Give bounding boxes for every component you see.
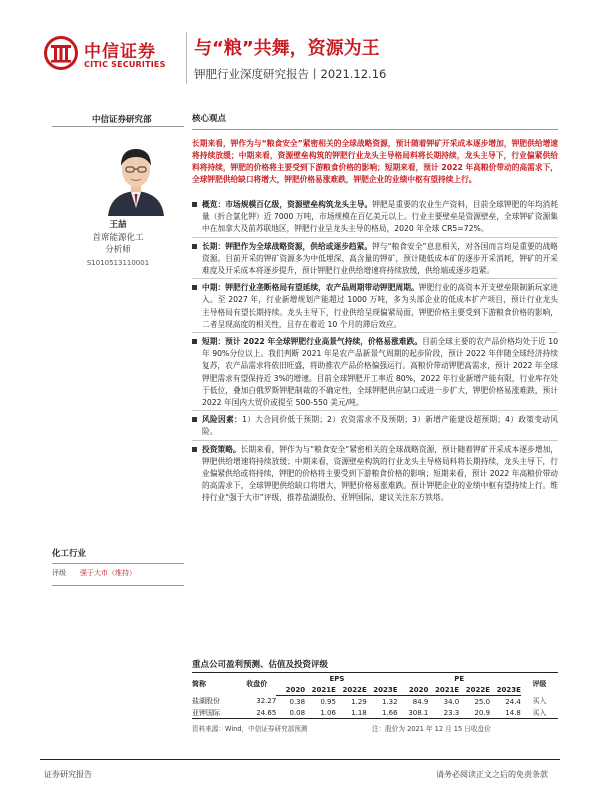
bullet-lead: 长期：钾肥作为全球战略资源，供给或逐步趋紧。: [202, 241, 373, 251]
cell-eps: 1.32: [381, 697, 398, 706]
table-title: 重点公司盈利预测、估值及投资评级: [192, 660, 329, 670]
cell-eps: 1.18: [336, 707, 367, 719]
citic-logo: [44, 32, 184, 78]
summary-paragraph: 长期来看，钾作为与“粮食安全”紧密相关的全球战略资源，预计随着钾矿开采成本逐步增加，钾肥供给增速将持续放缓；中期来看，资源壁垒构筑的钾肥行业龙头主导格局料将长期持续，龙头主导下，行业偏紧供给料将持续，钾肥的价格将主要受到下游粮食价格的影响；短期来看，预计 2022 年高粮价带动的高需求下，全球钾肥供给缺口将增大，钾肥价格易涨难跌，钾肥企业的业绩中枢有望持续上行。: [192, 139, 558, 184]
cell-pe: 308.1: [398, 707, 429, 719]
header-pe: PE: [398, 673, 521, 685]
header-year: 2021E: [428, 684, 459, 696]
report-subtitle: 钾肥行业深度研究报告丨2021.12.16: [194, 67, 387, 81]
bullet-lead: 概览：市场规模百亿级，资源壁垒构筑龙头主导。: [202, 200, 373, 209]
cell-pe: 23.3: [428, 707, 459, 719]
bullet-divider: [192, 278, 558, 279]
valuation-table: [192, 672, 558, 719]
bullet-risk-factors: [192, 414, 558, 438]
section-title: 核心观点: [192, 112, 558, 130]
header-year: 2022E: [459, 684, 490, 696]
bullet-body: 钾与“粮食安全”息息相关，对各国而言均是重要的战略资源。目前开采的钾矿资源多为中低埋深、高含量的钾矿，预计随低成本矿的逐步开采消耗，钾矿的开采难度及开采成本将逐步提升，预计钾肥行业供给增速将持续放缓，供给端或逐步趋紧。: [202, 241, 558, 276]
bullet-body: 钾肥行业的高资本开支壁垒限制新玩家进入。至 2027 年，行业新增规划产能超过 1000 万吨，多为头部企业的低成本扩产项目，预计行业龙头主导格局有望长期持续。龙头主导下，行业供给呈现偏紧局面，钾肥价格主要受到下游粮食价格的影响，二者呈现高度的相关性，且存在着近 10 个月的滞后效应。: [202, 283, 558, 329]
header-year: 2021E: [305, 684, 336, 696]
brand-name-en: CITIC SECURITIES: [84, 60, 166, 69]
footer-divider: [40, 759, 560, 760]
analyst-title: 首席能源化工: [92, 232, 144, 243]
header-year: 2023E: [490, 684, 521, 696]
bullet-body: 目前全球主要的农产品价格均处于近 10 年 90%分位以上。我们判断 2021 年是农产品新景气周期的起步阶段，预计 2022 年伴随全球经济持续复苏，农产品需求将依旧旺盛，将助推农产品价格偏强运行。高粮价带动钾肥高需求，预计 2022 年全球钾肥需求有望保持近 3%的增速。目前全球钾肥开工率近 80%，2022 年行业新增产能有限，行业库存处于低位，叠加白俄罗斯钾肥制裁的不确定性，全球钾肥供应缺口或进一步扩大，钾肥价格易涨难跌，预计 2022 年国内大贸价或提至 500-550 美元/吨。: [202, 337, 558, 408]
table-row: [192, 696, 558, 708]
brand-name-cn: 中信证券: [84, 42, 156, 62]
industry-bottom-rule: [52, 585, 184, 586]
header-year: 2020: [398, 684, 429, 696]
bullet-investment-strategy: [192, 444, 558, 505]
bullet-body: 长期来看，钾作为与“粮食安全”紧密相关的全球战略资源，预计随着钾矿开采成本逐步增加，钾肥供给增速将持续放缓；中期来看，资源壁垒构筑的行业龙头主导格局料将长期持续，龙头主导下，行业偏紧供给或将持续，钾肥的价格将主要受到下游粮食价格的影响；短期来看，预计 2022 年高粮价带动的高需求下，全球钾肥供给缺口将增大，钾肥价格易涨难跌。预计钾肥企业的业绩中枢有望持续上行。维持行业“强于大市”评级，推荐盐湖股份、亚钾国际，建议关注东方铁塔。: [202, 444, 558, 503]
table-row: [192, 707, 558, 719]
industry-name: 化工行业: [52, 547, 184, 564]
bullet-body: 钾肥是重要的农业生产资料，目前全球钾肥的年均消耗量（折合氯化钾）近 7000 万吨，市场规模在百亿美元以上。行业主要壁垒是资源壁垒，全球钾矿资源集中在加拿大及前苏联地区，钾肥行业呈龙头主导的格局，2020 年全球 CR5=72%。: [202, 200, 558, 234]
bullet-lead: 短期：预计 2022 年全球钾肥行业高景气持续，价格易涨难跌。: [202, 337, 423, 347]
footer-left-text: 证券研究报告: [44, 770, 92, 779]
cell-name: 亚钾国际: [192, 707, 237, 719]
cell-eps: 0.95: [320, 697, 336, 706]
bullet-body: 1）大合同价低于预期；2）农资需求不及预期；3）新增产能建设超预期；4）政策变动风险。: [202, 415, 558, 437]
rating-row: [52, 564, 184, 578]
cell-eps: 0.38: [289, 697, 306, 706]
bullet-lead: 风险因素：: [202, 415, 243, 425]
header-year: 2022E: [336, 684, 367, 696]
cell-eps: 1.66: [367, 707, 398, 719]
analyst-license: S1010513110001: [86, 258, 150, 267]
cell-pe: 20.9: [459, 707, 490, 719]
bullet-divider: [192, 410, 558, 411]
header-year: 2020: [276, 684, 305, 696]
industry-rating-box: [52, 547, 184, 586]
cell-pe: 14.8: [490, 707, 521, 719]
analyst-role: 分析师: [105, 245, 131, 255]
bullet-overview: [192, 199, 558, 236]
bullet-short-term: [192, 336, 558, 409]
table-note: 注：股价为 2021 年 12 月 15 日收盘价: [372, 725, 491, 733]
analyst-photo: [104, 136, 168, 216]
cell-rating: 买入: [532, 697, 547, 706]
analyst-info: [52, 219, 184, 269]
left-column-divider: [52, 126, 184, 127]
cell-eps: 1.29: [351, 697, 367, 706]
report-title: 与“粮”共舞，资源为王: [194, 38, 380, 59]
analyst-name: 王喆: [109, 220, 127, 230]
cell-eps: 0.08: [276, 707, 305, 719]
bullet-lead: 投资策略。: [202, 444, 241, 454]
cell-pe: 24.4: [505, 697, 521, 706]
header-eps: EPS: [276, 673, 397, 685]
bullet-divider: [192, 332, 558, 333]
cell-pe: 84.9: [412, 697, 429, 706]
bullet-long-term: [192, 241, 558, 278]
research-department: 中信证券研究部: [92, 115, 152, 125]
cell-pe: 34.0: [443, 697, 460, 706]
table-header-row: [192, 673, 558, 685]
bullet-lead: 中期：钾肥行业垄断格局有望延续，农产品周期带动钾肥周期。: [202, 283, 419, 293]
rating-label: 评级: [52, 569, 66, 577]
bullet-divider: [192, 237, 558, 238]
rating-value: 强于大市（维持）: [80, 569, 136, 577]
header-rating: 评级: [521, 673, 558, 696]
table-source-text: 资料来源：Wind，中信证券研究部预测: [192, 725, 308, 733]
cell-name: 盐湖股份: [192, 697, 220, 706]
bullet-divider: [192, 440, 558, 441]
cell-pe: 25.0: [474, 697, 491, 706]
cell-eps: 1.06: [305, 707, 336, 719]
cell-price: 32.27: [256, 697, 277, 706]
bullet-mid-term: [192, 282, 558, 331]
core-views: [192, 112, 558, 505]
footer-disclaimer: 请务必阅读正文之后的免责条款: [436, 770, 548, 779]
header-price: 收盘价: [237, 673, 276, 696]
header-name: 简称: [192, 673, 237, 696]
table-source: [192, 723, 558, 733]
citic-logo-icon: [44, 36, 78, 70]
header-year: 2023E: [367, 684, 398, 696]
cell-rating: 买入: [521, 707, 558, 719]
header-divider: [186, 32, 187, 84]
cell-price: 24.65: [237, 707, 276, 719]
